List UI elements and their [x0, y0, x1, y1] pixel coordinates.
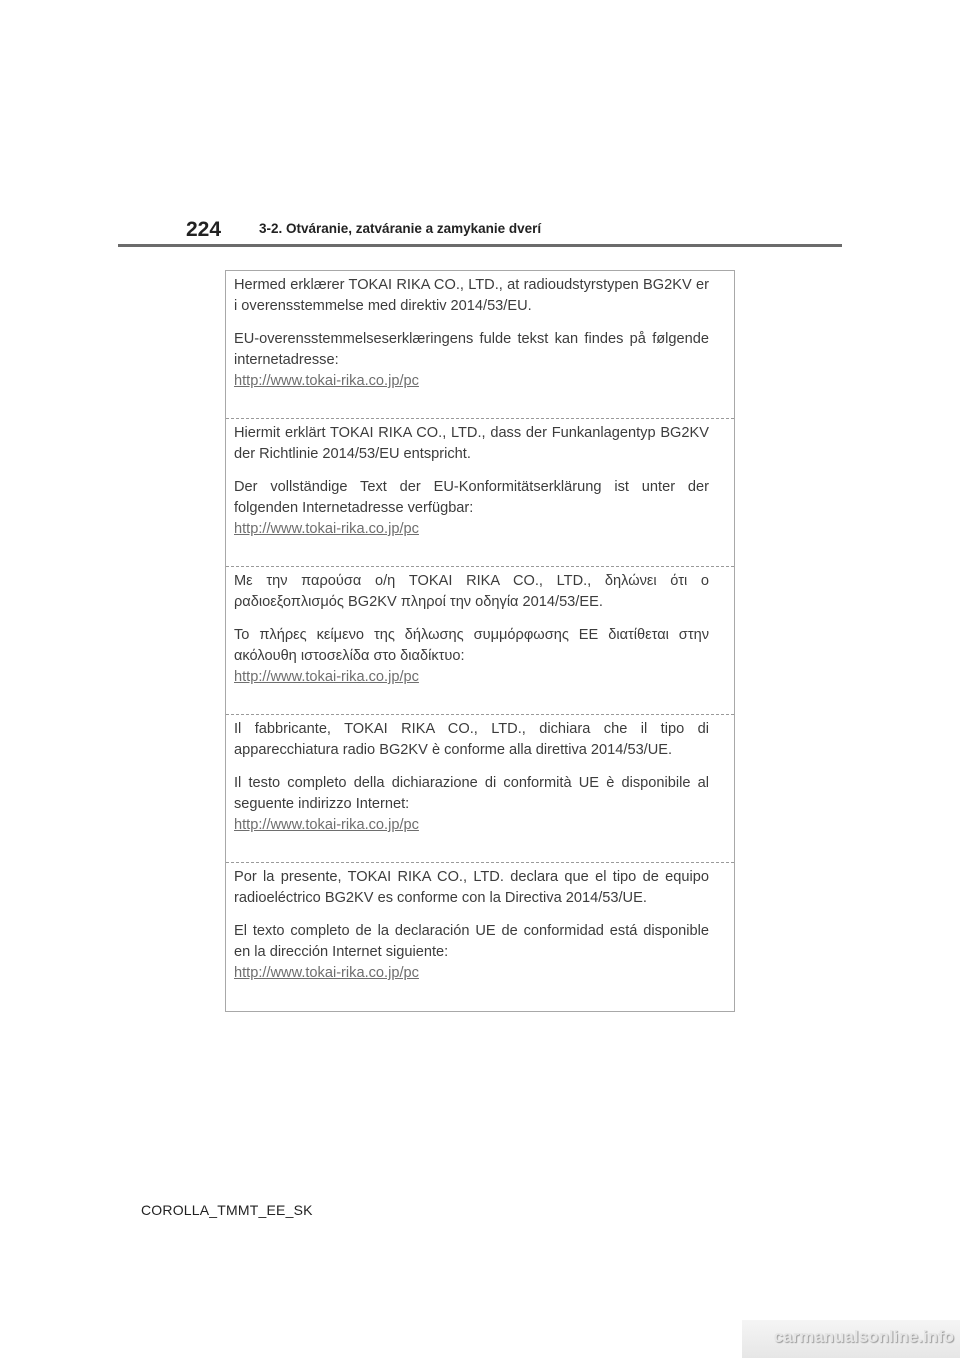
declaration-text: Hiermit erklärt TOKAI RIKA CO., LTD., dass der Funkanlagentyp BG2KV der Richtlinie 2014/53/EU entspricht. [234, 425, 709, 462]
availability-text: Il testo completo della dichiarazione di conformità UE è disponibile al seguente indirizzo Internet: [234, 775, 709, 812]
section-title: 3-2. Otváranie, zatváranie a zamykanie dverí [259, 221, 542, 236]
availability-text: Der vollständige Text der EU-Konformitätserklärung ist unter der folgenden Internetadresse verfügbar: [234, 479, 709, 516]
watermark [742, 1320, 960, 1358]
declaration-text: Por la presente, TOKAI RIKA CO., LTD. declara que el tipo de equipo radioeléctrico BG2KV es conforme con la Directiva 2014/53/UE. [234, 869, 709, 906]
watermark-text: carmanualsonline.info [773, 1327, 954, 1346]
declaration-block-italian [226, 715, 734, 863]
declaration-link[interactable]: http://www.tokai-rika.co.jp/pc [234, 669, 419, 685]
declaration-text: Hermed erklærer TOKAI RIKA CO., LTD., at radioudstyrstypen BG2KV er i overensstemmelse med direktiv 2014/53/EU. [234, 277, 709, 314]
declaration-block-german [226, 419, 734, 567]
availability-text: EU-overensstemmelseserklæringens fulde tekst kan findes på følgende internetadresse: [234, 331, 709, 368]
declaration-block-greek [226, 567, 734, 715]
declaration-link[interactable]: http://www.tokai-rika.co.jp/pc [234, 817, 419, 833]
declaration-text: Με την παρούσα ο/η TOKAI RIKA CO., LTD., δηλώνει ότι ο ραδιοεξοπλισμός BG2KV πληροί την οδηγία 2014/53/ΕΕ. [234, 573, 709, 610]
declaration-link[interactable]: http://www.tokai-rika.co.jp/pc [234, 521, 419, 537]
document-code: COROLLA_TMMT_EE_SK [141, 1202, 313, 1218]
page-number: 224 [186, 218, 222, 241]
declaration-text: Il fabbricante, TOKAI RIKA CO., LTD., dichiara che il tipo di apparecchiatura radio BG2KV è conforme alla direttiva 2014/53/UE. [234, 721, 709, 758]
availability-text: Το πλήρες κείμενο της δήλωσης συμμόρφωσης ΕΕ διατίθεται στην ακόλουθη ιστοσελίδα στο διαδίκτυο: [234, 627, 709, 664]
declaration-block-spanish [226, 863, 734, 1011]
header-divider [118, 244, 842, 247]
availability-text: El texto completo de la declaración UE de conformidad está disponible en la dirección Internet siguiente: [234, 923, 709, 960]
declaration-box [225, 270, 735, 1012]
page-header [118, 214, 842, 248]
declaration-link[interactable]: http://www.tokai-rika.co.jp/pc [234, 965, 419, 981]
declaration-block-danish [226, 271, 734, 419]
declaration-link[interactable]: http://www.tokai-rika.co.jp/pc [234, 373, 419, 389]
